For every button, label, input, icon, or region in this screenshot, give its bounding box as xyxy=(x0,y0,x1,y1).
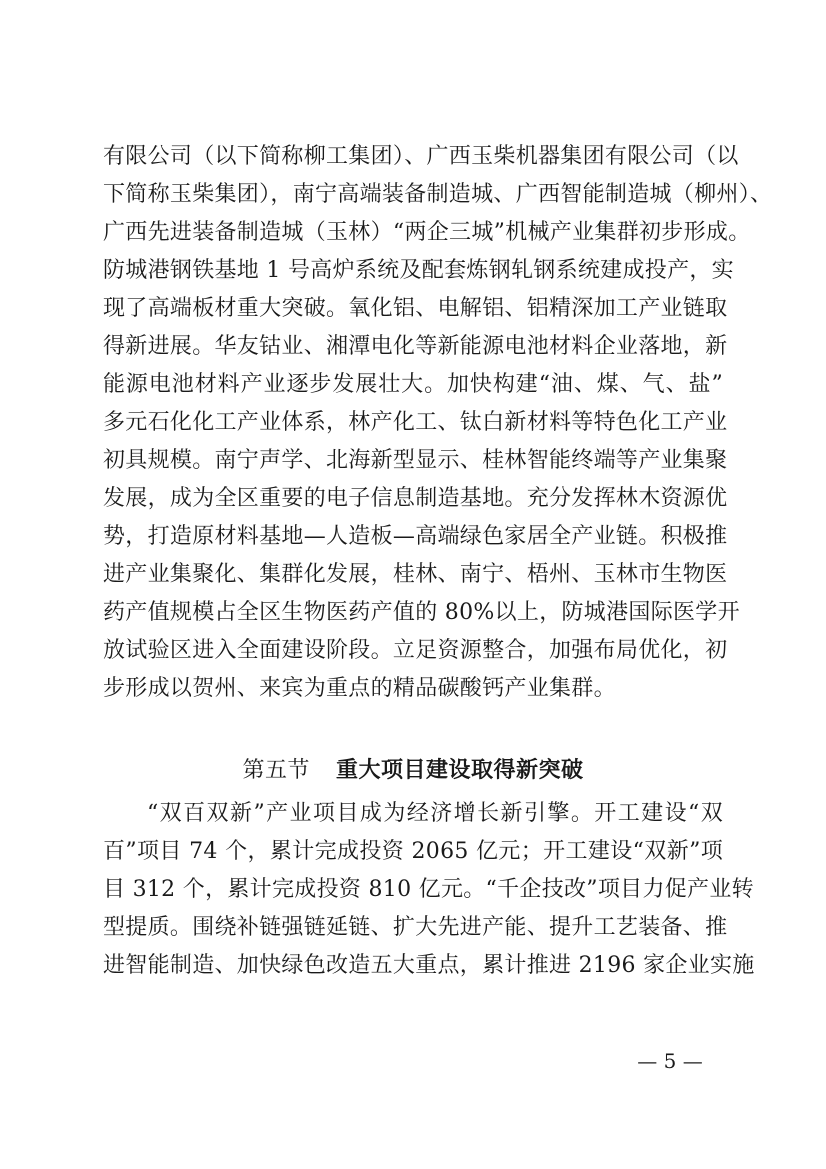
text-line: 发展，成为全区重要的电子信息制造基地。充分发挥林木资源优 xyxy=(103,486,728,511)
text-line: 下简称玉柴集团），南宁高端装备制造城、广西智能制造城（柳州）、 xyxy=(103,182,773,207)
text-line: 进产业集聚化、集群化发展，桂林、南宁、梧州、玉林市生物医 xyxy=(103,562,728,587)
text-line: 防城港钢铁基地 1 号高炉系统及配套炼钢轧钢系统建成投产，实 xyxy=(103,258,734,283)
text-line: 广西先进装备制造城（玉林）“两企三城”机械产业集群初步形成。 xyxy=(103,220,751,245)
text-line: 能源电池材料产业逐步发展壮大。加快构建“油、煤、气、盐” xyxy=(103,372,723,397)
text-line: 百”项目 74 个，累计完成投资 2065 亿元；开工建设“双新”项 xyxy=(103,839,723,864)
text-line: 步形成以贺州、来宾为重点的精品碳酸钙产业集群。 xyxy=(103,676,616,701)
text-line: 进智能制造、加快绿色改造五大重点，累计推进 2196 家企业实施 xyxy=(103,953,755,978)
section-heading xyxy=(103,755,723,785)
text-line: 目 312 个，累计完成投资 810 亿元。“千企技改”项目力促产业转 xyxy=(103,877,754,902)
section-title: 重大项目建设取得新突破 xyxy=(336,757,584,783)
text-line: 势，打造原材料基地—人造板—高端绿色家居全产业链。积极推 xyxy=(103,524,728,549)
text-line: 现了高端板材重大突破。氧化铝、电解铝、铝精深加工产业链取 xyxy=(103,296,728,321)
text-line: “双百双新”产业项目成为经济增长新引擎。开工建设“双 xyxy=(147,801,723,826)
text-line: 放试验区进入全面建设阶段。立足资源整合，加强布局优化，初 xyxy=(103,638,728,663)
text-line: 药产值规模占全区生物医药产值的 80%以上，防城港国际医学开 xyxy=(103,600,740,625)
text-line: 多元石化化工产业体系，林产化工、钛白新材料等特色化工产业 xyxy=(103,410,728,435)
text-line: 有限公司（以下简称柳工集团）、广西玉柴机器集团有限公司（以 xyxy=(103,144,739,169)
section-number: 第五节 xyxy=(242,758,310,783)
text-line: 初具规模。南宁声学、北海新型显示、桂林智能终端等产业集聚 xyxy=(103,448,728,473)
text-line: 得新进展。华友钴业、湘潭电化等新能源电池材料企业落地，新 xyxy=(103,334,728,359)
page-number: — 5 — xyxy=(637,1049,703,1073)
text-line: 型提质。围绕补链强链延链、扩大先进产能、提升工艺装备、推 xyxy=(103,915,728,940)
